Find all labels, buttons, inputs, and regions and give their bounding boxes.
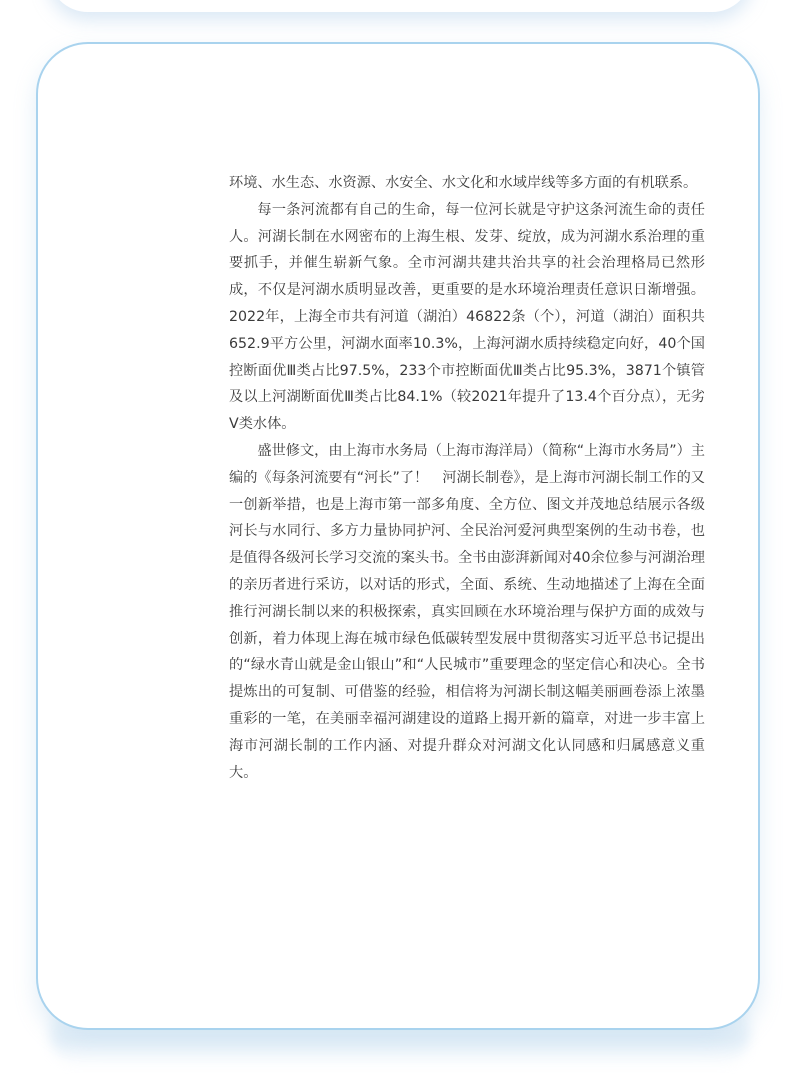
paragraph-book-introduction: 盛世修文，由上海市水务局（上海市海洋局）（简称“上海市水务局”）主编的《每条河流要有“河长”了！ 河湖长制卷》，是上海市河湖长制工作的又一创新举措，也是上海市第一部多角度、全方位、图文并茂地总结展示各级河长与水同行、多方力量协同护河、全民治河爱河典型案例的生动书卷，也是值得各级河长学习交流的案头书。全书由澎湃新闻对40余位参与河湖治理的亲历者进行采访，以对话的形式，全面、系统、生动地描述了上海在全面推行河湖长制以来的积极探索，真实回顾在水环境治理与保护方面的成效与创新，着力体现上海在城市绿色低碳转型发展中贯彻落实习近平总书记提出的“绿水青山就是金山银山”和“人民城市”重要理念的坚定信心和决心。全书提炼出的可复制、可借鉴的经验，相信将为河湖长制这幅美丽画卷添上浓墨重彩的一笔，在美丽幸福河湖建设的道路上揭开新的篇章，对进一步丰富上海市河湖长制的工作内涵、对提升群众对河湖文化认同感和归属感意义重大。 bbox=[229, 442, 705, 781]
paragraph-river-chief-overview: 每一条河流都有自己的生命，每一位河长就是守护这条河流生命的责任人。河湖长制在水网密布的上海生根、发芽、绽放，成为河湖水系治理的重要抓手，并催生崭新气象。全市河湖共建共治共享的社会治理格局已然形成，不仅是河湖水质明显改善，更重要的是水环境治理责任意识日渐增强。2022年，上海全市共有河道（湖泊）46822条（个），河道（湖泊）面积共652.9平方公里，河湖水面率10.3%，上海河湖水质持续稳定向好，40个国控断面优Ⅲ类占比97.5%，233个市控断面优Ⅲ类占比95.3%，3871个镇管及以上河湖断面优Ⅲ类占比84.1%（较2021年提升了13.4个百分点），无劣Ⅴ类水体。 bbox=[229, 201, 705, 433]
previous-page-card-edge bbox=[48, 0, 752, 12]
document-body bbox=[229, 170, 705, 786]
paragraph-continuation: 环境、水生态、水资源、水安全、水文化和水域岸线等多方面的有机联系。 bbox=[229, 175, 698, 191]
